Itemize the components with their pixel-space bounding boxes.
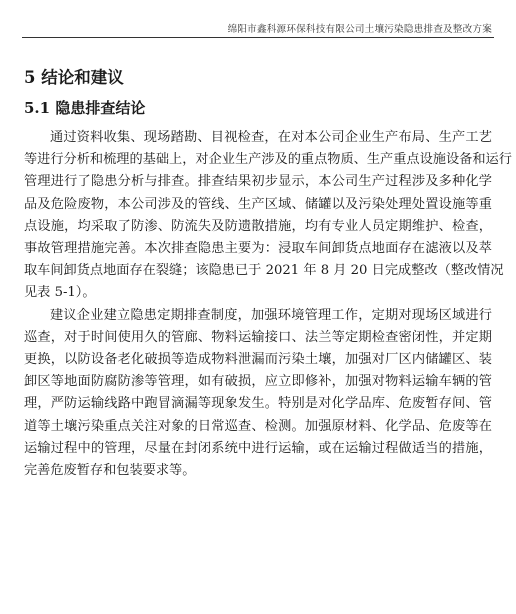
text-line: 完善危废暂存和包装要求等。 xyxy=(24,463,196,479)
chapter-heading: 5 结论和建议 xyxy=(24,68,124,87)
body-text xyxy=(24,127,512,482)
paragraph-findings xyxy=(24,127,512,305)
section-heading: 5.1 隐患排查结论 xyxy=(24,99,146,117)
text-line: 见表 5-1）。 xyxy=(24,285,96,301)
text-line: 品及危险废物，本公司涉及的管线、生产区域、储罐以及污染处理处置设施等重 xyxy=(24,196,492,212)
text-line: 运输过程中的管理，尽量在封闭系统中进行运输，或在运输过程做适当的措施， xyxy=(24,440,492,456)
running-header: 绵阳市鑫科源环保科技有限公司土壤污染隐患排查及整改方案 xyxy=(227,24,492,35)
text-line: 等进行分析和梳理的基础上，对企业生产涉及的重点物质、生产重点设施设备和运行 xyxy=(24,152,512,168)
text-line: 道等土壤污染重点关注对象的日常巡查、检测。加强原材料、化学品、危废等在 xyxy=(24,418,492,434)
text-line: 点设施，均采取了防渗、防流失及防遗散措施，均有专业人员定期维护、检查， xyxy=(24,218,492,234)
text-line: 事故管理措施完善。本次排查隐患主要为：浸取车间卸货点地面存在滤液以及萃 xyxy=(24,241,492,257)
text-line: 更换，以防设备老化破损等造成物料泄漏而污染土壤，加强对厂区内储罐区、装 xyxy=(24,352,492,368)
text-line: 巡查，对于时间使用久的管廊、物料运输接口、法兰等定期检查密闭性，并定期 xyxy=(24,329,492,345)
text-line: 取车间卸货点地面存在裂缝；该隐患已于 2021 年 8 月 20 日完成整改（整改情况 xyxy=(24,263,504,279)
text-line: 管理进行了隐患分析与排查。排查结果初步显示，本公司生产过程涉及多种化学 xyxy=(24,174,492,190)
header-rule xyxy=(22,37,494,38)
text-line: 建议企业建立隐患定期排查制度，加强环境管理工作，定期对现场区域进行 xyxy=(50,307,492,323)
text-line: 通过资料收集、现场踏勘、目视检查，在对本公司企业生产布局、生产工艺 xyxy=(50,130,492,145)
paragraph-recommendations xyxy=(24,305,492,483)
text-line: 卸区等地面防腐防渗等管理，如有破损，应立即修补，加强对物料运输车辆的管 xyxy=(24,374,492,390)
text-line: 理，严防运输线路中跑冒滴漏等现象发生。特别是对化学品库、危废暂存间、管 xyxy=(24,396,492,412)
